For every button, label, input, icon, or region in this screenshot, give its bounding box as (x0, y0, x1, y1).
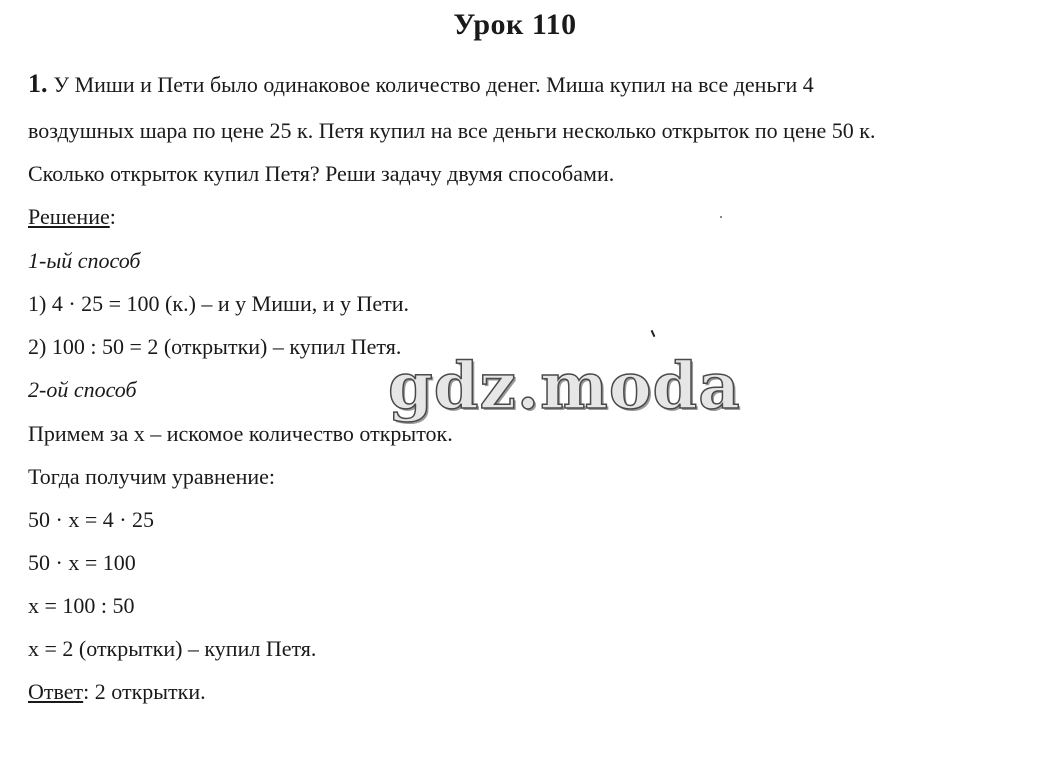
scan-speck (651, 330, 656, 337)
method-2-line-1: Примем за х – искомое количество открыток. (28, 421, 453, 446)
task-line-3: Сколько открыток купил Петя? Реши задачу двумя способами. (28, 161, 615, 186)
scan-dot (720, 216, 722, 218)
equation-1: 50 · х = 4 · 25 (28, 507, 155, 532)
task-text-1: У Миши и Пети было одинаковое количество денег. Миша купил на все деньги 4 (53, 72, 814, 97)
equation-3: х = 100 : 50 (28, 593, 135, 618)
equation-4: х = 2 (открытки) – купил Петя. (28, 636, 317, 661)
answer-label: Ответ (28, 679, 84, 704)
method-1-step-2: 2) 100 : 50 = 2 (открытки) – купил Петя. (28, 334, 402, 359)
task-line-1 (28, 71, 814, 98)
lesson-title: Урок 110 (453, 8, 577, 41)
method-1-step-1: 1) 4 · 25 = 100 (к.) – и у Миши, и у Пети. (28, 291, 410, 316)
task-line-2: воздушных шара по цене 25 к. Петя купил на все деньги несколько открыток по цене 50 к. (28, 118, 876, 143)
method-2-title: 2-ой способ (28, 377, 137, 402)
method-1-title: 1-ый способ (28, 248, 141, 273)
solution-label-colon: : (109, 204, 116, 229)
method-2-line-2: Тогда получим уравнение: (28, 464, 276, 489)
solution-heading (28, 204, 116, 230)
answer-line (28, 679, 206, 705)
solution-label: Решение (28, 204, 110, 229)
answer-text: : 2 открытки. (83, 679, 206, 704)
watermark: gdz.moda (388, 349, 741, 424)
task-number: 1. (28, 69, 48, 98)
equation-2: 50 · х = 100 (28, 550, 136, 575)
